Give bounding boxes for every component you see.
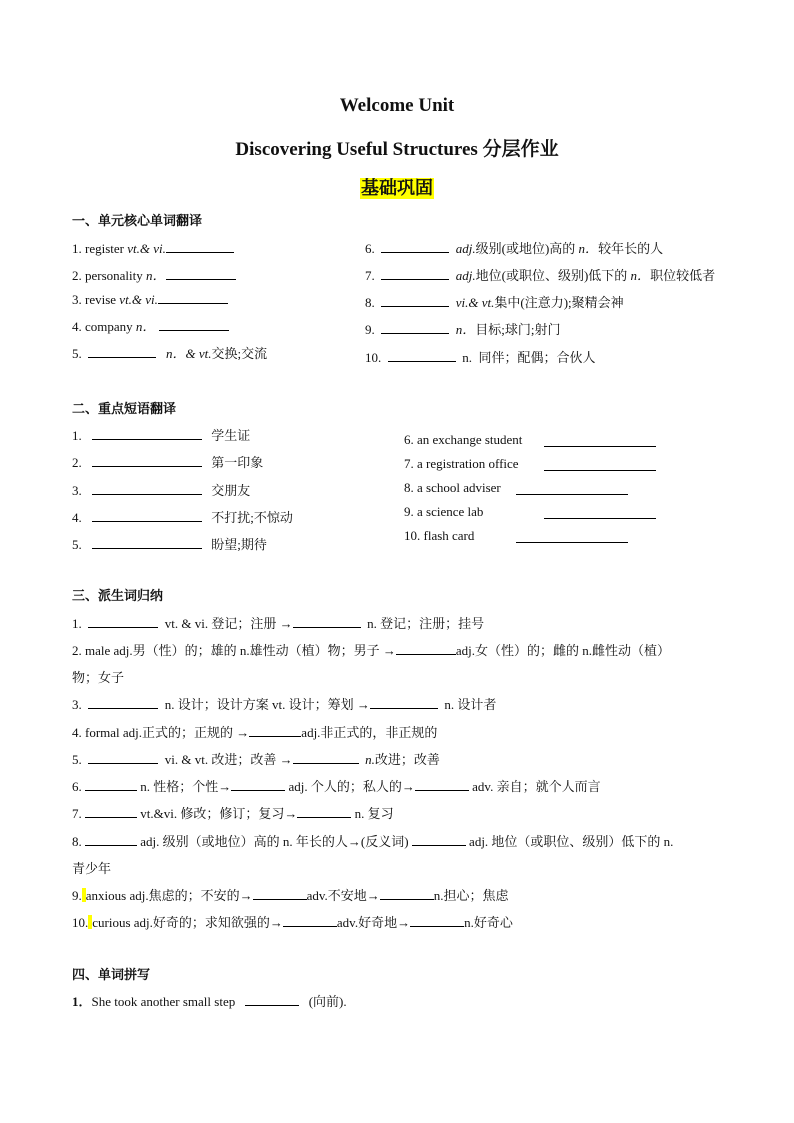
- answer-blank[interactable]: [231, 778, 285, 791]
- s1-item-1: [72, 240, 234, 257]
- s3-item-1: [72, 613, 484, 632]
- item-pos: n．: [455, 322, 476, 337]
- answer-blank[interactable]: [166, 267, 236, 280]
- s4-item-1: [72, 991, 347, 1010]
- item-text: 改进；改善: [374, 752, 440, 767]
- phrase-meaning: 学生证: [211, 428, 251, 443]
- answer-blank[interactable]: [85, 833, 137, 846]
- item-meaning: 交换;交流: [211, 346, 268, 361]
- answer-blank[interactable]: [516, 530, 628, 543]
- item-text: (向前).: [308, 994, 347, 1009]
- answer-blank[interactable]: [249, 724, 301, 737]
- item-text: n. 性格；个性→: [140, 779, 232, 794]
- answer-blank[interactable]: [544, 434, 656, 447]
- answer-blank[interactable]: [92, 427, 202, 440]
- level-heading-wrap: [0, 174, 794, 200]
- answer-blank[interactable]: [88, 751, 158, 764]
- item-number: 8.: [365, 295, 375, 310]
- phrase-meaning: 交朋友: [211, 483, 251, 498]
- item-meaning: 集中(注意力);聚精会神: [494, 295, 624, 310]
- item-number: 1．: [72, 994, 92, 1009]
- item-meaning: 职位较低者: [650, 268, 716, 283]
- item-text: adj.女（性）的；雌的 n.雌性动（植）: [455, 643, 671, 658]
- s1-item-3: [72, 291, 228, 308]
- answer-blank[interactable]: [396, 642, 456, 655]
- s1-item-2: [72, 265, 236, 284]
- document-subtitle: Discovering Useful Structures 分层作业: [235, 139, 559, 160]
- item-text: adv. 亲自；就个人而言: [472, 779, 601, 794]
- phrase-meaning: 盼望;期待: [211, 537, 267, 552]
- phrase-text: 10. flash card: [404, 528, 475, 543]
- item-number: 5.: [72, 752, 82, 767]
- item-number: 10.: [365, 350, 382, 365]
- s2-item-9: [404, 504, 483, 520]
- answer-blank[interactable]: [293, 751, 359, 764]
- item-meaning: 目标;球门;射门: [475, 322, 561, 337]
- item-number: 5.: [72, 537, 82, 552]
- phrase-text: 7. a registration office: [404, 456, 519, 471]
- item-text: vi. & vt. 改进；改善 →: [164, 752, 293, 767]
- item-number: 8.: [72, 834, 82, 849]
- s3-item-4: [72, 722, 437, 741]
- s3-item-7: [72, 803, 394, 822]
- item-number: 4.: [72, 319, 82, 334]
- answer-blank[interactable]: [88, 615, 158, 628]
- item-pos: n．: [578, 241, 599, 256]
- item-text: curious adj.好奇的；求知欲强的→: [92, 915, 283, 930]
- item-number: 3.: [72, 697, 82, 712]
- item-number: 10.: [72, 915, 89, 930]
- s1-item-4: [72, 316, 229, 335]
- item-text: adj. 地位（或职位、级别）低下的 n.: [469, 834, 674, 849]
- answer-blank[interactable]: [380, 887, 434, 900]
- item-text: adv.不安地→: [306, 888, 380, 903]
- s3-item-5: [72, 749, 440, 768]
- answer-blank[interactable]: [159, 318, 229, 331]
- s1-item-5: [72, 343, 267, 362]
- answer-blank[interactable]: [381, 240, 449, 253]
- item-number: 6.: [365, 241, 375, 256]
- item-word: personality: [85, 268, 147, 283]
- item-text: vt.&vi. 修改；修订；复习→: [140, 806, 298, 821]
- item-meaning: 同伴；配偶；合伙人: [478, 350, 596, 365]
- s3-item-3: [72, 694, 496, 713]
- answer-blank[interactable]: [85, 805, 137, 818]
- answer-blank[interactable]: [283, 914, 337, 927]
- section-3-heading: 三、派生词归纳: [72, 589, 164, 604]
- answer-blank[interactable]: [253, 887, 307, 900]
- item-number: 9.: [365, 322, 375, 337]
- item-pos: n．: [146, 268, 166, 283]
- answer-blank[interactable]: [370, 696, 438, 709]
- item-number: 1.: [72, 428, 82, 443]
- item-text: She took another small step: [91, 994, 236, 1009]
- answer-blank[interactable]: [92, 536, 202, 549]
- answer-blank[interactable]: [381, 267, 449, 280]
- item-number: 3.: [72, 292, 82, 307]
- item-number: 9.: [72, 888, 82, 903]
- item-text: n. 设计者: [444, 697, 497, 712]
- phrase-text: 8. a school adviser: [404, 480, 501, 495]
- item-pos: n.: [462, 350, 472, 365]
- s2-item-4: [72, 507, 293, 526]
- answer-blank[interactable]: [544, 458, 656, 471]
- section-4-heading: 四、单词拼写: [72, 968, 151, 983]
- item-number: 3.: [72, 483, 82, 498]
- item-text: vt. & vi. 登记；注册 →: [164, 616, 293, 631]
- answer-blank[interactable]: [88, 696, 158, 709]
- s2-item-5: [72, 534, 267, 553]
- answer-blank[interactable]: [245, 993, 299, 1006]
- item-text: adj. 个人的；私人的→: [288, 779, 415, 794]
- s2-item-2: [72, 452, 263, 471]
- item-pos: n.: [365, 752, 375, 767]
- item-number: 1.: [72, 616, 82, 631]
- s1-item-8: [365, 292, 624, 311]
- answer-blank[interactable]: [415, 778, 469, 791]
- item-word: register: [85, 241, 128, 256]
- item-word: company: [85, 319, 136, 334]
- answer-blank[interactable]: [88, 345, 156, 358]
- s2-item-8: [404, 480, 501, 496]
- answer-blank[interactable]: [297, 805, 351, 818]
- item-meaning: 较年长的人: [598, 241, 664, 256]
- answer-blank[interactable]: [92, 509, 202, 522]
- item-meaning: 级别(或地位)高的: [475, 241, 576, 256]
- item-text: adv.好奇地→: [336, 915, 411, 930]
- answer-blank[interactable]: [166, 240, 234, 253]
- item-pos: vt.& vi.: [119, 292, 158, 307]
- item-text: adj. 级别（或地位）高的 n. 年长的人→(反义词): [140, 834, 409, 849]
- answer-blank[interactable]: [92, 454, 202, 467]
- answer-blank[interactable]: [412, 833, 466, 846]
- answer-blank[interactable]: [85, 778, 137, 791]
- item-pos: n．: [630, 268, 651, 283]
- item-text: n.担心；焦虑: [433, 888, 509, 903]
- answer-blank[interactable]: [293, 615, 361, 628]
- item-pos: vt.& vi.: [127, 241, 166, 256]
- s2-item-1: [72, 425, 250, 444]
- item-number: 7.: [72, 806, 82, 821]
- section-1-heading: 一、单元核心单词翻译: [72, 214, 203, 229]
- answer-blank[interactable]: [410, 914, 464, 927]
- item-pos: n．& vt.: [166, 346, 212, 361]
- answer-blank[interactable]: [158, 291, 228, 304]
- item-number: 2.: [72, 455, 82, 470]
- document-title: Welcome Unit: [339, 95, 455, 116]
- item-number: 7.: [365, 268, 375, 283]
- answer-blank[interactable]: [516, 482, 628, 495]
- item-text: n. 设计；设计方案 vt. 设计；筹划 →: [164, 697, 370, 712]
- s2-item-7: [404, 456, 519, 472]
- answer-blank[interactable]: [381, 321, 449, 334]
- answer-blank[interactable]: [92, 482, 202, 495]
- phrase-text: 9. a science lab: [404, 504, 484, 519]
- item-text: n. 登记；注册；挂号: [367, 616, 485, 631]
- s3-item-2-cont: 物；女子: [72, 670, 125, 685]
- phrase-text: 6. an exchange student: [404, 432, 523, 447]
- item-text: anxious adj.焦虑的；不安的→: [85, 888, 253, 903]
- s3-item-6: [72, 776, 601, 795]
- item-number: 6.: [72, 779, 82, 794]
- s3-item-8-cont: 青少年: [72, 861, 112, 876]
- s3-item-9: [72, 885, 509, 904]
- item-pos: adj.: [455, 268, 476, 283]
- item-number: 2.: [72, 268, 82, 283]
- item-pos: n．: [135, 319, 156, 334]
- s3-item-8: [72, 831, 673, 850]
- item-number: 1.: [72, 241, 82, 256]
- s1-item-7: [365, 265, 715, 284]
- item-word: revise: [85, 292, 120, 307]
- item-text: adj.非正式的，非正规的: [301, 725, 438, 740]
- s1-item-10: [365, 347, 596, 366]
- s3-item-2: [72, 640, 670, 659]
- phrase-meaning: 第一印象: [211, 455, 264, 470]
- s2-item-6: [404, 432, 522, 448]
- item-meaning: 地位(或职位、级别)低下的: [475, 268, 628, 283]
- item-text: 4. formal adj.正式的；正规的 →: [72, 725, 250, 740]
- answer-blank[interactable]: [381, 294, 449, 307]
- item-number: 4.: [72, 510, 82, 525]
- answer-blank[interactable]: [544, 506, 656, 519]
- item-text: 2. male adj.男（性）的；雄的 n.雄性动（植）物；男子 →: [72, 643, 396, 658]
- item-pos: vi.& vt.: [455, 295, 495, 310]
- s2-item-10: [404, 528, 474, 544]
- s1-item-9: [365, 319, 561, 338]
- answer-blank[interactable]: [388, 349, 456, 362]
- s3-item-10: [72, 912, 513, 931]
- item-number: 5.: [72, 346, 82, 361]
- s2-item-3: [72, 480, 250, 499]
- item-text: n.好奇心: [464, 915, 513, 930]
- level-heading: 基础巩固: [361, 178, 433, 199]
- item-text: n. 复习: [354, 806, 394, 821]
- section-2-heading: 二、重点短语翻译: [72, 402, 177, 417]
- s1-item-6: [365, 238, 663, 257]
- item-pos: adj.: [455, 241, 476, 256]
- phrase-meaning: 不打扰;不惊动: [211, 510, 293, 525]
